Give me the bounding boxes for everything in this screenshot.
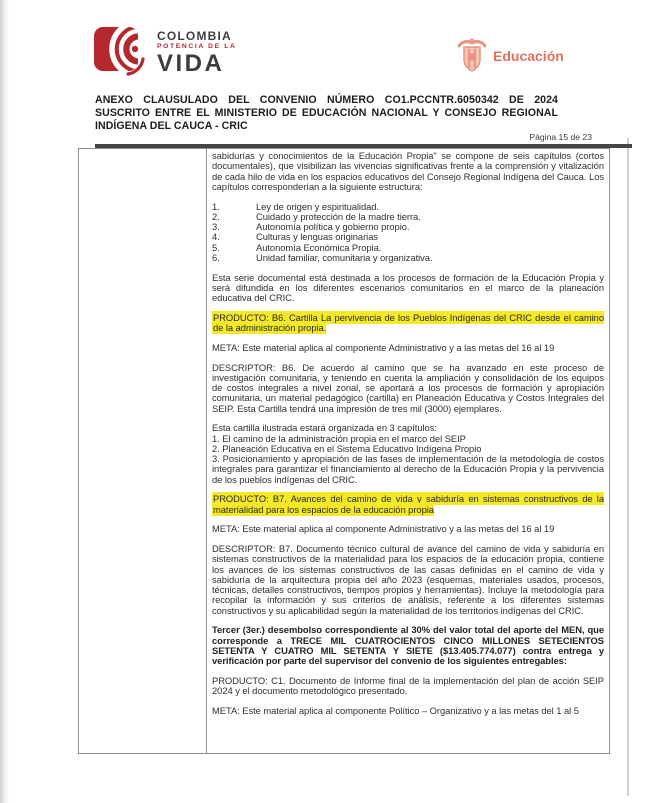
- table-empty-column: [79, 149, 207, 753]
- paragraph: PRODUCTO: C1. Documento de Informe final de la implementación del plan de acción SEIP 2024 y el documento metodológico presentado.: [212, 674, 604, 696]
- highlight-marker: PRODUCTO: B6. Cartilla La pervivencia de los Pueblos Indígenas del CRIC desde el camino de la administración propia.: [213, 311, 604, 333]
- list-item-number: 1.: [212, 200, 220, 212]
- colombia-logo-text: [157, 27, 237, 76]
- content-table: [78, 148, 610, 754]
- document-title: ANEXO CLAUSULADO DEL CONVENIO NÚMERO CO1.PCCNTR.6050342 DE 2024 SUSCRITO ENTRE EL MINISTERIO DE EDUCACIÓN NACIONAL Y CONSEJO REGIONAL INDÍGENA DEL CAUCA - CRIC: [95, 94, 558, 133]
- colombia-wave-icon: [94, 27, 150, 83]
- list-item-text: Cuidado y protección de la madre tierra.: [256, 210, 421, 222]
- paragraph: Esta serie documental está destinada a los procesos de formación de la Educación Propia y será difundida en los diferentes escenarios comunitarios en el marco de la planeación educativa del CRIC.: [212, 271, 604, 303]
- paragraph: sabidurías y conocimientos de la Educación Propia" se compone de seis capítulos (cortos documentales), que visibilizan las vivencias significativas frente a la comprensión y vitalización de cada hilo de vida en los espacios educativos del Consejo Regional Indígena del Cauca. Los capítulos corresponderían a la siguiente estructura:: [212, 150, 604, 192]
- list-item-number: 5.: [212, 241, 220, 253]
- chapter-list: [212, 423, 604, 485]
- list-item: [212, 253, 604, 263]
- educacion-crest-icon: [457, 36, 487, 76]
- page-edge-line: [627, 138, 629, 796]
- colombia-logo: [94, 27, 237, 83]
- paragraph-line: 1. El camino de la administración propia en el marco del SEIP: [212, 432, 466, 444]
- list-item-text: Autonomía Económica Propia.: [256, 241, 382, 253]
- list-item-text: Unidad familiar, comunitaria y organizativa.: [256, 251, 433, 263]
- page-indicator: Página 15 de 23: [529, 132, 592, 142]
- paragraph: DESCRIPTOR: B6. De acuerdo al camino que se ha avanzado en este proceso de investigación comunitaria, y teniendo en cuenta la ampliación y consolidación de los equipos de costos integrales a nivel zonal, se aportará a los procesos de formación y apropiación comunitaria, un material pedagógico (cartilla) en Planeación Educativa y Costos Integrales del SEIP. Esta Cartilla tendrá una impresión de tres mil (3000) ejemplares.: [212, 361, 604, 414]
- brand-line-colombia: COLOMBIA: [157, 29, 232, 43]
- list-item-text: Autonomía política y gobierno propio.: [256, 221, 410, 232]
- numbered-list: [212, 202, 604, 264]
- paragraph-line: Esta cartilla ilustrada estará organizada en 3 capítulos:: [212, 422, 437, 434]
- list-item-text: Culturas y lenguas originarias: [256, 231, 379, 243]
- paragraph: META: Este material aplica al componente Administrativo y a las metas del 16 al 19: [212, 523, 555, 535]
- brand-line-vida: VIDA: [157, 49, 225, 77]
- list-item-text: Ley de origen y espiritualidad.: [256, 200, 380, 212]
- brand-line-potencia: POTENCIA DE LA: [157, 43, 237, 50]
- educacion-logo: [457, 36, 564, 76]
- list-item-number: 3.: [212, 221, 220, 232]
- paragraph: META: Este material aplica al componente Político – Organizativo y a las metas del 1 al 5: [212, 704, 579, 716]
- list-item-number: 4.: [212, 231, 220, 243]
- list-item: [212, 232, 604, 242]
- scan-edge-shadow: [0, 0, 9, 803]
- list-item-number: 2.: [212, 210, 220, 222]
- paragraph: META: Este material aplica al componente Administrativo y a las metas del 16 al 19: [212, 341, 555, 353]
- highlighted-paragraph: [212, 494, 604, 515]
- paragraph-line: 3. Posicionamiento y apropiación de las fases de implementación de la metodología de costos integrales para garantizar el financiamiento al derecho de la Educación Propia y la pervivencia de los pueblos indígenas del CRIC.: [212, 453, 604, 485]
- paragraph: DESCRIPTOR: B7. Documento técnico cultural de avance del camino de vida y sabiduría en sistemas constructivos de la materialidad para los espacios de la educación propia, contiene los avances de los sistemas constructivos de las casas definidas en el camino de vida y sabiduría de la arquitectura propia del año 2023 (esquemas, materiales usados, procesos, técnicas, detalles constructivos, tiempos propios y herramientas). Incluye la metodología para recopilar la información y sus criterios de análisis, referente a los diferentes sistemas constructivos y su aplicabilidad según la materialidad de los territorios indígenas del CRIC.: [212, 543, 604, 616]
- highlight-marker: PRODUCTO: B7. Avances del camino de vida y sabiduría en sistemas constructivos de la materialidad para los espacios de la educación propia: [213, 493, 604, 515]
- paragraph-line: 2. Planeación Educativa en el Sistema Educativo Indígena Propio: [212, 442, 482, 454]
- paragraph: Tercer (3er.) desembolso correspondiente al 30% del valor total del aporte del MEN, que corresponde a TRECE MIL CUATROCIENTOS CINCO MILLONES SETECIENTOS SETENTA Y CUATRO MIL SETENTA Y SIETE ($13.405.774.077) contra entrega y verificación por parte del supervisor del convenio de los siguientes entregables:: [212, 624, 604, 666]
- highlighted-paragraph: [212, 313, 604, 334]
- list-item-number: 6.: [212, 251, 220, 263]
- educacion-logo-label: Educación: [493, 48, 564, 64]
- document-body: [207, 149, 609, 753]
